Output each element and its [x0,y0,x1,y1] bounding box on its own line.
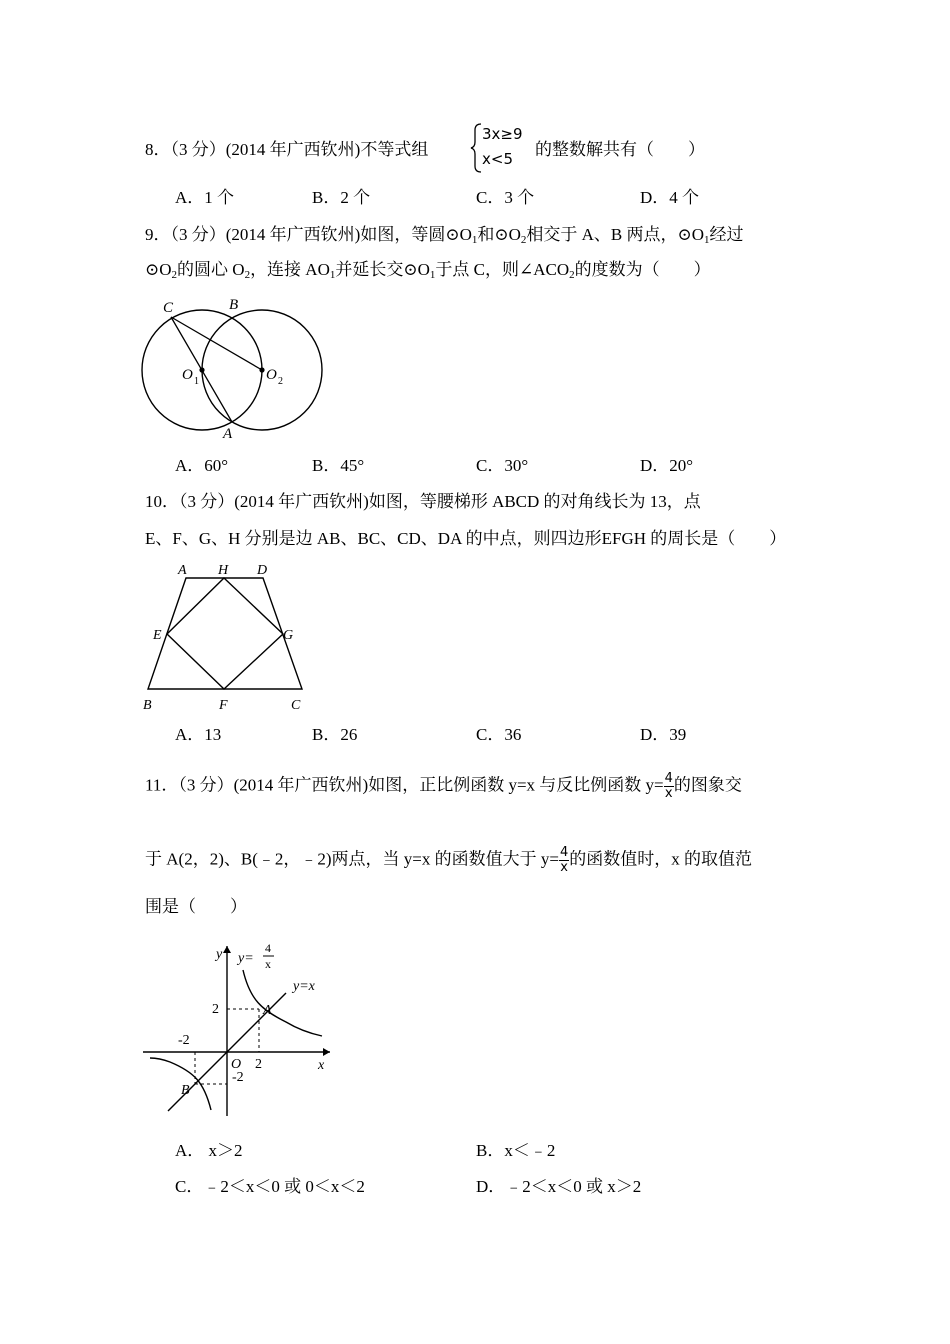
q8-inequality-system [470,122,532,174]
subscript: 2 [569,269,575,281]
q9-text: 和⊙O [477,225,521,244]
label-line-y-equals-x: y=x [293,979,315,994]
q11-function-graph [138,932,338,1122]
quadrilateral-efgh [167,578,283,689]
label-g: G [283,628,294,643]
q9-stem-line-2 [145,259,711,286]
fraction-4-over-x [559,846,569,875]
q8-option-b[interactable]: B．2 个 [312,188,371,207]
subscript: 2 [171,269,178,281]
q11-option-a[interactable]: A． x＞2 [175,1141,243,1160]
q9-text: 的度数为（ ） [574,260,711,279]
q11-option-c[interactable]: C．﹣2＜x＜0 或 0＜x＜2 [175,1177,365,1196]
label-c: C [291,698,301,713]
q9-text: 相交于 A、B 两点，⊙O [526,225,705,244]
q9-text: 的圆心 O [177,260,245,279]
q11-stem-line-3: 围是（ ） [145,897,247,916]
subscript: 2 [520,234,527,246]
label-o1-sub: 1 [194,376,199,387]
point-o1 [199,367,204,372]
label-f: F [219,698,228,713]
q10-stem-line-1: 10．（3 分）(2014 年广西钦州)如图，等腰梯形 ABCD 的对角线长为 13，点 [145,492,701,511]
q11-text: 的函数值时，x 的取值范 [569,849,752,869]
q8-system-line-1: 3x≥9 [482,125,523,143]
fraction-numerator: 4 [559,845,569,860]
label-e: E [153,628,162,643]
q9-text: 于点 C，则∠ACO [435,260,570,279]
q9-option-c[interactable]: C．30° [476,456,529,475]
q9-option-b[interactable]: B．45° [312,456,365,475]
fraction-denominator: x [664,786,673,801]
q11-text: 于 A(2，2)、B(﹣2，﹣2)两点，当 y=x 的函数值大于 y= [145,849,559,869]
fraction-numerator: 4 [664,771,673,786]
q9-stem-line-1 [145,224,744,251]
label-tick-x-2: 2 [255,1057,262,1072]
line-co2 [171,317,262,370]
y-axis-arrow-icon [223,946,231,953]
label-o1: O [182,367,193,383]
q8-option-c[interactable]: C．3 个 [476,188,535,207]
subscript: 1 [704,234,710,246]
q10-trapezoid-figure [138,558,313,716]
subscript: 1 [471,234,478,246]
label-point-b: B [181,1083,190,1098]
label-point-a: A [263,1003,272,1018]
q11-stem-line-2 [145,846,752,875]
q10-option-d[interactable]: D．39 [640,725,687,744]
q9-option-d[interactable]: D．20° [640,456,694,475]
q9-option-a[interactable]: A．60° [175,456,229,475]
q8-stem-end: 的整数解共有（ ） [535,140,705,159]
q10-option-a[interactable]: A．13 [175,725,222,744]
subscript: 1 [329,269,336,281]
label-o2-sub: 2 [278,376,283,387]
q10-option-b[interactable]: B．26 [312,725,358,744]
label-tick-x-neg2: -2 [178,1033,190,1048]
label-origin: O [231,1057,242,1072]
q9-text: 9．（3 分）(2014 年广西钦州)如图，等圆⊙O [145,225,472,244]
label-y-axis: y [216,947,223,962]
subscript: 2 [244,269,251,281]
q8-system-line-2: x<5 [482,150,513,168]
label-x-axis: x [318,1058,325,1073]
label-b: B [229,297,239,313]
subscript: 1 [429,269,436,281]
q10-stem-line-2: E、F、G、H 分别是边 AB、BC、CD、DA 的中点，则四边形EFGH 的周长是（ ） [145,529,787,548]
label-b: B [143,698,152,713]
label-h: H [218,563,229,578]
q8-stem-text: 8．（3 分）(2014 年广西钦州)不等式组 [145,140,429,159]
q8-stem [145,139,428,161]
label-d: D [257,563,268,578]
x-axis-arrow-icon [323,1048,330,1056]
fraction-4-over-x [664,772,674,801]
q9-circles-figure [135,292,335,442]
q11-option-b[interactable]: B．x＜﹣2 [476,1141,556,1160]
trapezoid-abcd [148,578,302,689]
label-curve-numerator: 4 [265,941,271,955]
q9-text: 并延长交⊙O [335,260,430,279]
q11-text: 的图象交 [673,775,742,795]
q9-text: ，连接 AO [250,260,330,279]
q9-text: 经过 [709,225,744,244]
q9-text: ⊙O [145,260,172,279]
label-c: C [163,300,174,316]
q11-option-d[interactable]: D．﹣2＜x＜0 或 x＞2 [476,1177,642,1196]
label-curve-y: y= [238,951,254,966]
q8-option-a[interactable]: A．1 个 [175,188,235,207]
label-tick-y-2: 2 [212,1002,219,1017]
label-curve-denominator: x [265,957,271,971]
label-a: A [178,563,187,578]
label-tick-y-neg2: -2 [232,1070,244,1085]
q11-stem-line-1 [145,772,742,801]
q8-option-d[interactable]: D．4 个 [640,188,700,207]
q11-text: 11．（3 分）(2014 年广西钦州)如图，正比例函数 y=x 与反比例函数 y= [145,775,664,795]
point-o2 [259,367,264,372]
label-o2: O [266,367,277,383]
q10-option-c[interactable]: C．36 [476,725,522,744]
label-a: A [223,426,233,442]
fraction-denominator: x [560,860,568,875]
